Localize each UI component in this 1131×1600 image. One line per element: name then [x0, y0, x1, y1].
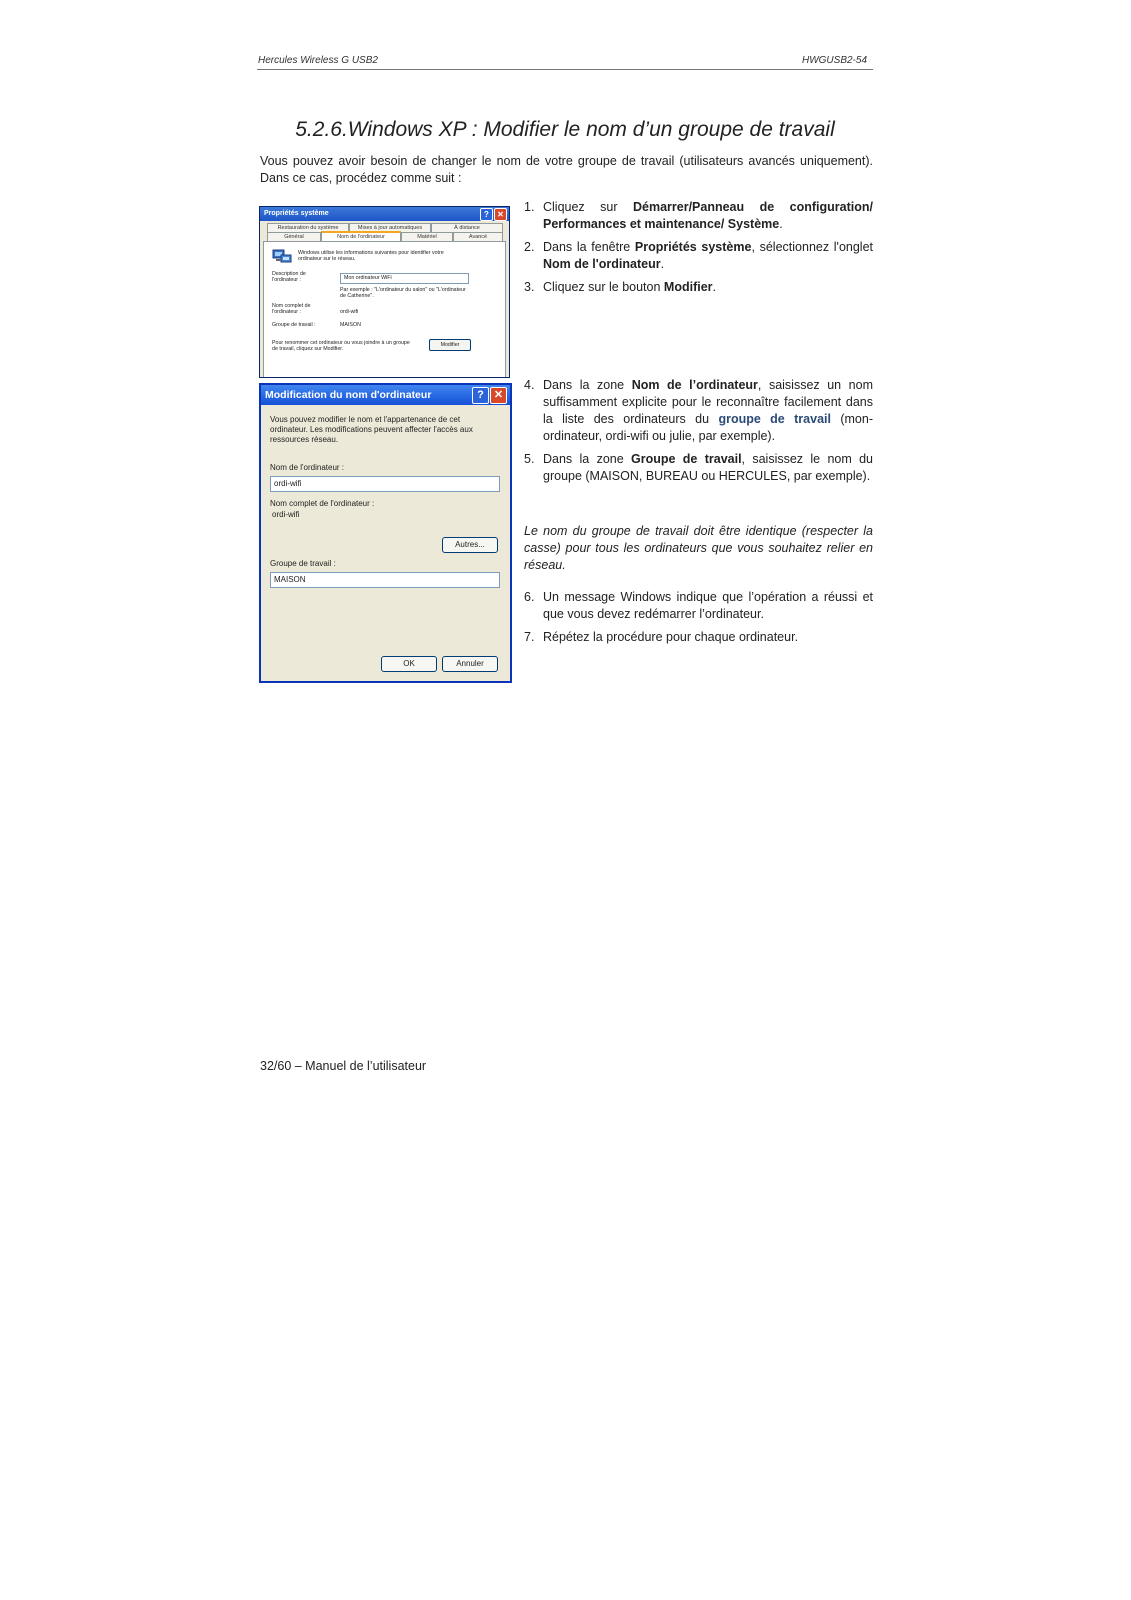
help-icon[interactable]: ? — [480, 208, 493, 221]
tab-a-distance[interactable]: À distance — [431, 223, 503, 233]
info-text: Windows utilise les informations suivantes pour identifier votre ordinateur sur le réseau. — [298, 250, 444, 262]
dialog1-title: Propriétés système — [264, 210, 329, 217]
steps-list-c — [524, 589, 873, 652]
workgroup-input[interactable]: MAISON — [270, 572, 500, 588]
computer-name-panel — [263, 241, 506, 378]
page-header — [257, 54, 873, 70]
step-5: 5. Dans la zone Groupe de travail, saisissez le nom du groupe (MAISON, BUREAU ou HERCULES, par exemple). — [524, 452, 873, 483]
example-text: Par exemple : "L'ordinateur du salon" ou "L'ordinateur de Catherine". — [340, 287, 466, 299]
header-model: HWGUSB2-54 — [801, 55, 867, 66]
tab-general[interactable]: Général — [267, 232, 321, 242]
tab-mises-a-jour[interactable]: Mises à jour automatiques — [349, 223, 431, 233]
ok-button[interactable]: OK — [381, 656, 437, 672]
step-7: 7. Répétez la procédure pour chaque ordinateur. — [524, 630, 799, 644]
page-footer: 32/60 – Manuel de l’utilisateur — [260, 1059, 427, 1073]
help-icon[interactable]: ? — [472, 387, 489, 404]
computer-name-input[interactable]: ordi-wifi — [270, 476, 500, 492]
computer-name-change-dialog — [259, 383, 512, 683]
workgroup-link[interactable]: groupe de travail — [718, 412, 831, 426]
section-title: 5.2.6.Windows XP : Modifier le nom d’un groupe de travail — [295, 118, 835, 141]
computer-network-icon — [272, 249, 292, 265]
dialog2-titlebar — [261, 385, 510, 405]
header-product: Hercules Wireless G USB2 — [258, 55, 378, 66]
tab-nom-ordinateur[interactable]: Nom de l'ordinateur — [321, 231, 401, 242]
rename-text: Pour renommer cet ordinateur ou vous joindre à un groupe de travail, cliquez sur Modifier. — [272, 340, 410, 352]
fullname-value: ordi-wifi — [340, 309, 359, 315]
step-3: 3. Cliquez sur le bouton Modifier. — [524, 280, 716, 294]
note-paragraph: Le nom du groupe de travail doit être identique (respecter la casse) pour tous les ordinateurs que vous souhaitez relier en réseau. — [524, 524, 873, 572]
group-label: Groupe de travail : — [270, 559, 336, 568]
desc-label: Description de l'ordinateur : — [272, 271, 306, 283]
close-icon[interactable]: ✕ — [490, 387, 507, 404]
cancel-button[interactable]: Annuler — [442, 656, 498, 672]
tab-restauration[interactable]: Restauration du système — [267, 223, 349, 233]
system-properties-dialog — [259, 206, 510, 378]
name-label: Nom de l'ordinateur : — [270, 463, 345, 472]
fullname-value: ordi-wifi — [272, 510, 300, 519]
intro-paragraph: Vous pouvez avoir besoin de changer le nom de votre groupe de travail (utilisateurs avancés uniquement). Dans ce cas, procédez comme suit : — [260, 154, 873, 185]
dialog2-title: Modification du nom d'ordinateur — [265, 389, 432, 401]
dialog1-titlebar — [260, 207, 509, 221]
fullname-label: Nom complet de l'ordinateur : — [270, 499, 375, 508]
close-icon[interactable]: ✕ — [494, 208, 507, 221]
dialog2-intro: Vous pouvez modifier le nom et l'appartenance de cet ordinateur. Les modifications peuvent affecter l'accès aux ressources réseau. — [270, 415, 473, 444]
more-button[interactable]: Autres... — [442, 537, 498, 553]
description-input[interactable]: Mon ordinateur WiFi — [340, 273, 469, 284]
tab-avance[interactable]: Avancé — [453, 232, 503, 242]
fullname-label: Nom complet de l'ordinateur : — [272, 303, 311, 315]
group-label: Groupe de travail : — [272, 322, 316, 328]
step-1: 1. Cliquez sur Démarrer/Panneau de configuration/ Performances et maintenance/ Système. — [524, 200, 873, 231]
steps-list-a — [524, 199, 873, 302]
step-2: 2. Dans la fenêtre Propriétés système, sélectionnez l'onglet Nom de l'ordinateur. — [524, 240, 874, 271]
step-6: 6. Un message Windows indique que l’opération a réussi et que vous devez redémarrer l’ordinateur. — [524, 590, 873, 621]
modify-button[interactable]: Modifier — [429, 339, 471, 351]
tab-materiel[interactable]: Matériel — [401, 232, 453, 242]
group-value: MAISON — [340, 322, 361, 328]
step-4: 4. Dans la zone Nom de l’ordinateur, saisissez un nom suffisamment explicite pour le reconnaître facilement dans la liste des ordinateurs du groupe de travail (mon-ordinateur, ordi-wifi ou julie, par exemple). — [524, 378, 873, 443]
steps-list-b — [524, 377, 873, 491]
